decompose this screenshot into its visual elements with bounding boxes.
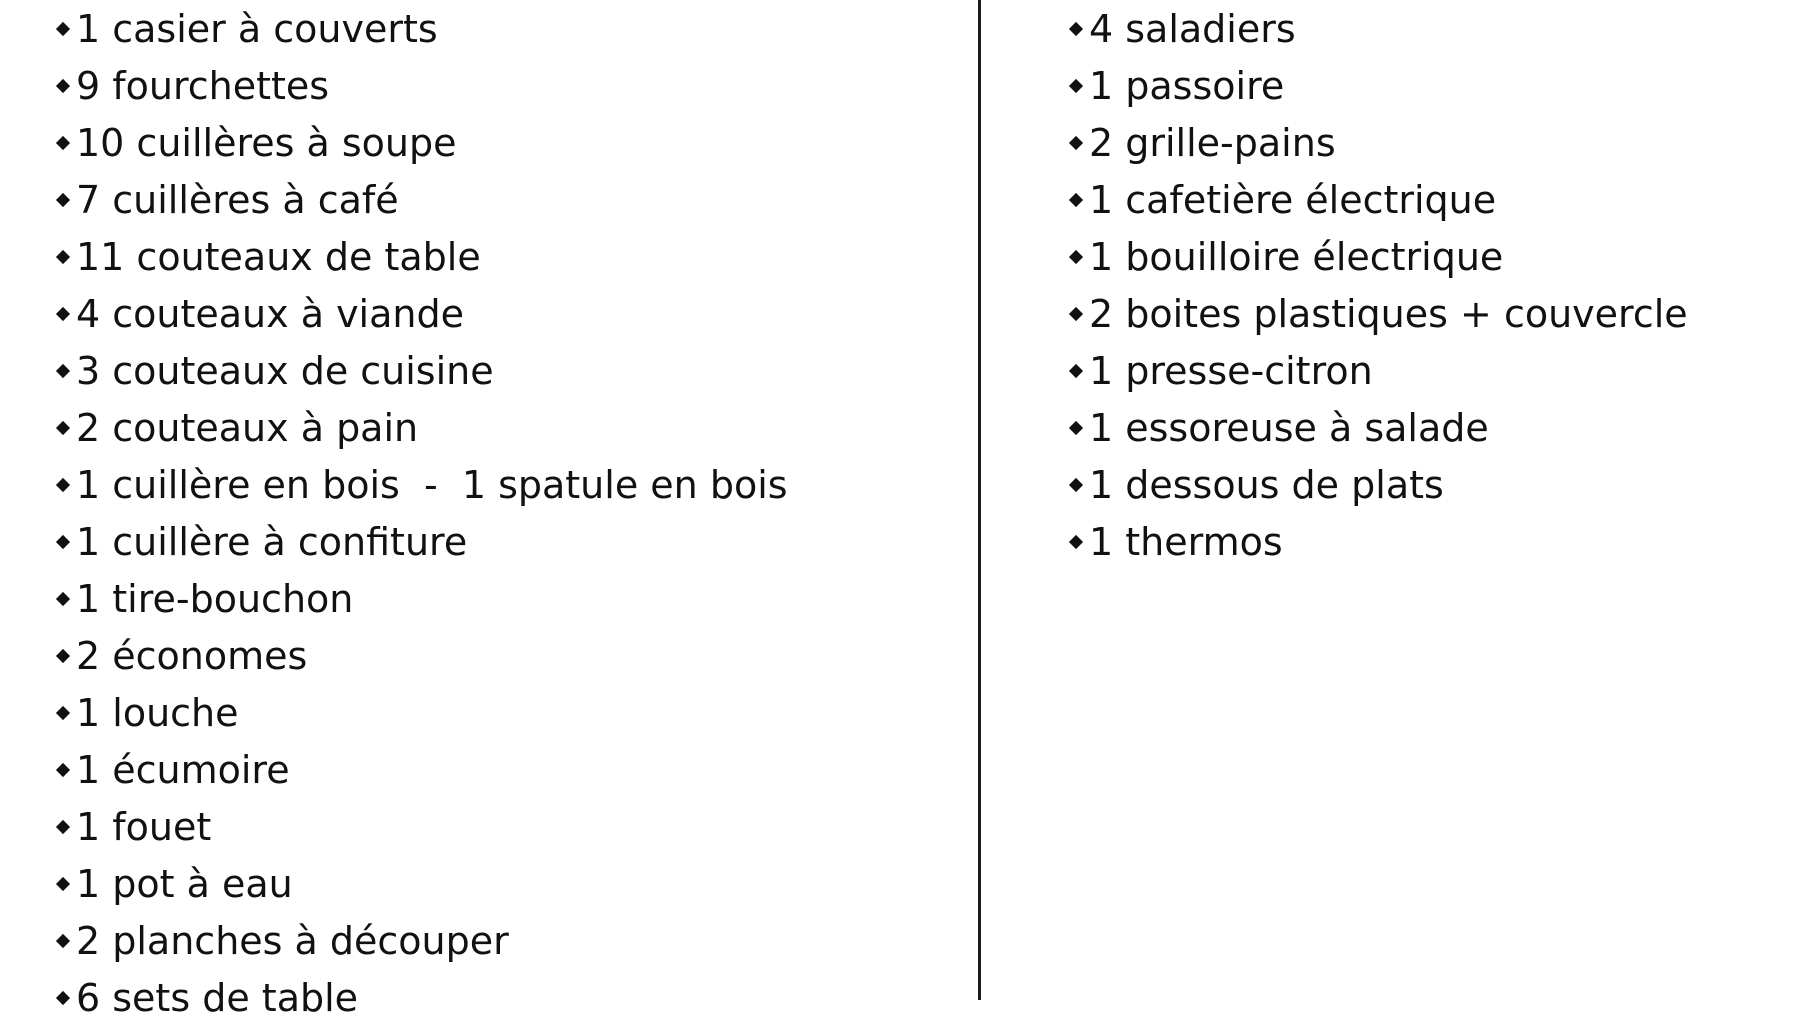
list-item bbox=[55, 570, 788, 627]
item-text: 1 cafetière électrique bbox=[1089, 177, 1497, 222]
diamond-bullet-icon bbox=[56, 363, 70, 377]
item-text: 2 couteaux à pain bbox=[76, 405, 419, 450]
diamond-bullet-icon bbox=[1069, 78, 1083, 92]
item-text: 1 fouet bbox=[76, 804, 212, 849]
list-item bbox=[1068, 456, 1688, 513]
diamond-bullet-icon bbox=[56, 876, 70, 890]
list-item bbox=[55, 855, 788, 912]
list-item bbox=[1068, 171, 1688, 228]
item-text: 7 cuillères à café bbox=[76, 177, 399, 222]
item-text: 1 cuillère à confiture bbox=[76, 519, 468, 564]
item-text: 1 essoreuse à salade bbox=[1089, 405, 1489, 450]
left-inventory-list bbox=[55, 0, 788, 1026]
diamond-bullet-icon bbox=[56, 21, 70, 35]
list-item bbox=[55, 342, 788, 399]
diamond-bullet-icon bbox=[1069, 21, 1083, 35]
diamond-bullet-icon bbox=[56, 933, 70, 947]
item-text: 1 tire-bouchon bbox=[76, 576, 354, 621]
right-inventory-list bbox=[1068, 0, 1688, 570]
diamond-bullet-icon bbox=[1069, 249, 1083, 263]
column-divider bbox=[978, 0, 981, 1000]
diamond-bullet-icon bbox=[56, 990, 70, 1004]
item-text: 1 thermos bbox=[1089, 519, 1283, 564]
item-text: 10 cuillères à soupe bbox=[76, 120, 457, 165]
list-item bbox=[55, 171, 788, 228]
list-item bbox=[1068, 342, 1688, 399]
list-item bbox=[1068, 57, 1688, 114]
diamond-bullet-icon bbox=[1069, 306, 1083, 320]
diamond-bullet-icon bbox=[56, 819, 70, 833]
diamond-bullet-icon bbox=[56, 705, 70, 719]
item-text: 11 couteaux de table bbox=[76, 234, 481, 279]
diamond-bullet-icon bbox=[56, 591, 70, 605]
item-text: 3 couteaux de cuisine bbox=[76, 348, 494, 393]
list-item bbox=[1068, 0, 1688, 57]
list-item bbox=[55, 456, 788, 513]
item-text: 2 planches à découper bbox=[76, 918, 509, 963]
list-item bbox=[1068, 399, 1688, 456]
item-text: 4 couteaux à viande bbox=[76, 291, 464, 336]
item-text: 1 louche bbox=[76, 690, 239, 735]
list-item bbox=[55, 798, 788, 855]
list-item bbox=[55, 399, 788, 456]
item-text: 1 passoire bbox=[1089, 63, 1285, 108]
diamond-bullet-icon bbox=[56, 648, 70, 662]
diamond-bullet-icon bbox=[56, 78, 70, 92]
diamond-bullet-icon bbox=[56, 249, 70, 263]
list-item bbox=[55, 0, 788, 57]
item-text: 4 saladiers bbox=[1089, 6, 1296, 51]
list-item bbox=[55, 969, 788, 1026]
item-text: 2 économes bbox=[76, 633, 308, 678]
diamond-bullet-icon bbox=[1069, 477, 1083, 491]
diamond-bullet-icon bbox=[1069, 363, 1083, 377]
item-text: 6 sets de table bbox=[76, 975, 359, 1020]
item-text: 1 écumoire bbox=[76, 747, 290, 792]
item-text: 9 fourchettes bbox=[76, 63, 330, 108]
item-text: 1 cuillère en bois - 1 spatule en bois bbox=[76, 462, 788, 507]
list-item bbox=[1068, 285, 1688, 342]
item-text: 1 dessous de plats bbox=[1089, 462, 1444, 507]
diamond-bullet-icon bbox=[56, 534, 70, 548]
diamond-bullet-icon bbox=[56, 192, 70, 206]
diamond-bullet-icon bbox=[1069, 534, 1083, 548]
diamond-bullet-icon bbox=[1069, 192, 1083, 206]
list-item bbox=[1068, 513, 1688, 570]
diamond-bullet-icon bbox=[56, 135, 70, 149]
list-item bbox=[55, 285, 788, 342]
list-item bbox=[55, 627, 788, 684]
list-item bbox=[55, 228, 788, 285]
list-item bbox=[55, 684, 788, 741]
list-item bbox=[55, 57, 788, 114]
item-text: 2 boites plastiques + couvercle bbox=[1089, 291, 1688, 336]
item-text: 2 grille-pains bbox=[1089, 120, 1336, 165]
diamond-bullet-icon bbox=[56, 420, 70, 434]
item-text: 1 bouilloire électrique bbox=[1089, 234, 1504, 279]
list-item bbox=[1068, 114, 1688, 171]
list-item bbox=[1068, 228, 1688, 285]
item-text: 1 casier à couverts bbox=[76, 6, 438, 51]
list-item bbox=[55, 114, 788, 171]
diamond-bullet-icon bbox=[56, 762, 70, 776]
diamond-bullet-icon bbox=[1069, 135, 1083, 149]
diamond-bullet-icon bbox=[1069, 420, 1083, 434]
diamond-bullet-icon bbox=[56, 477, 70, 491]
list-item bbox=[55, 741, 788, 798]
diamond-bullet-icon bbox=[56, 306, 70, 320]
item-text: 1 presse-citron bbox=[1089, 348, 1373, 393]
list-item bbox=[55, 513, 788, 570]
list-item bbox=[55, 912, 788, 969]
item-text: 1 pot à eau bbox=[76, 861, 293, 906]
